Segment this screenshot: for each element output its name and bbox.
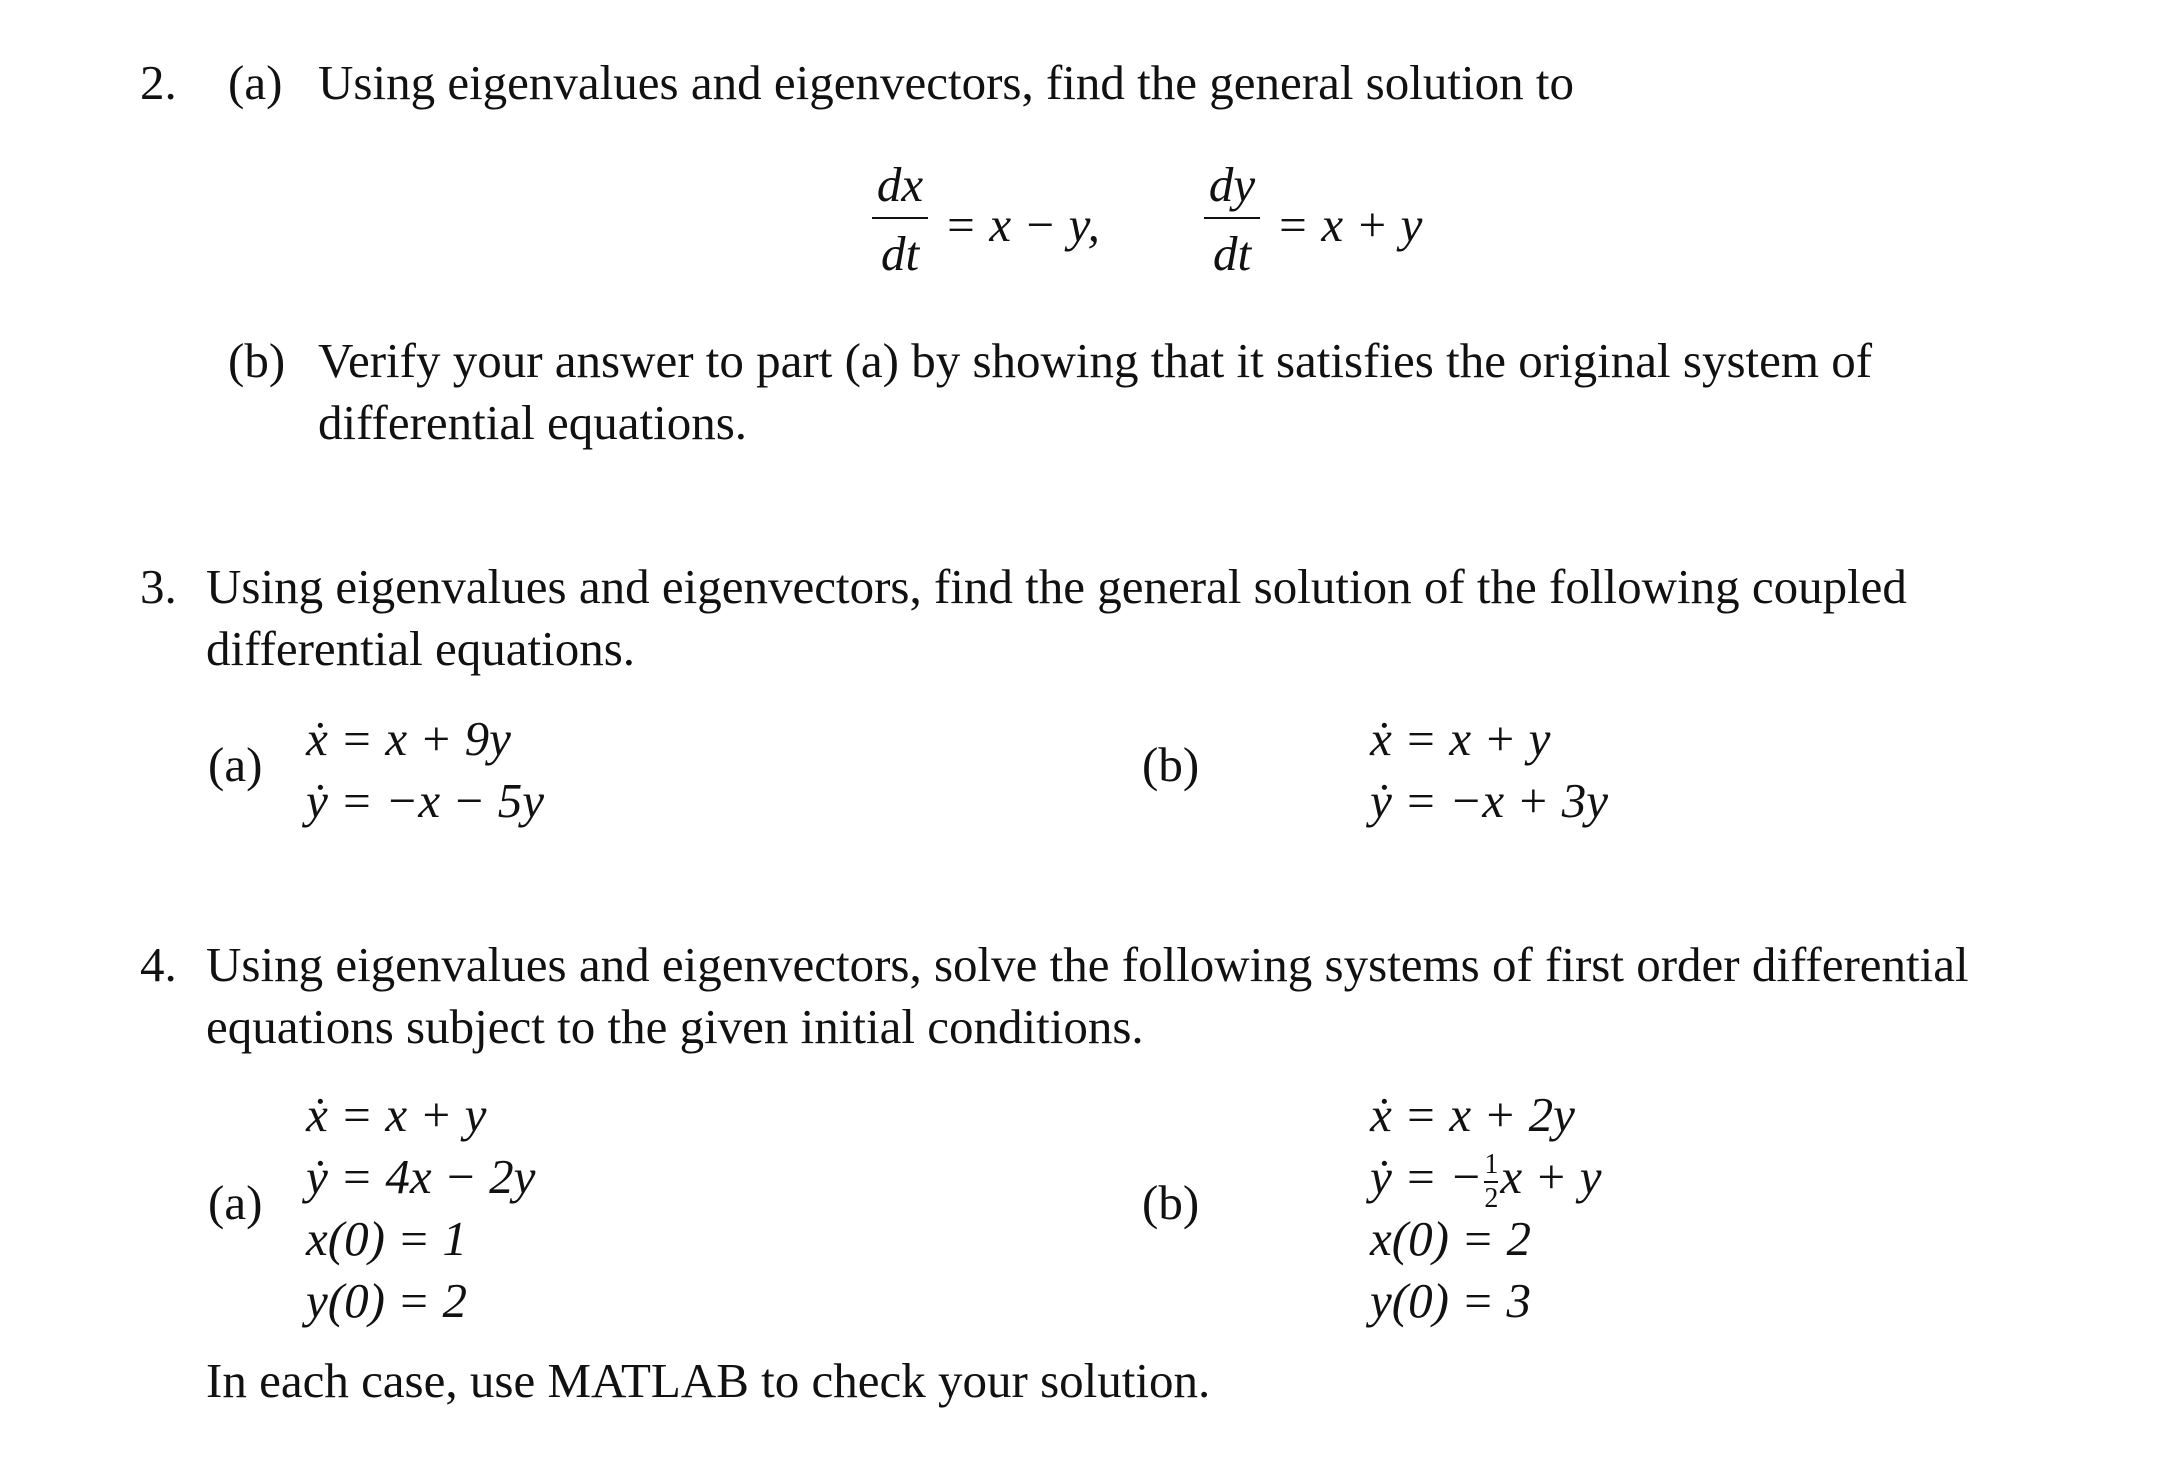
q2-eq1-denominator: dt xyxy=(880,226,920,281)
q2-b-line1: Verify your answer to part (a) by showing that it satisfies the original system of xyxy=(318,333,1873,388)
q2-eq2-fraction xyxy=(1204,157,1260,281)
q4-b-eq-2 xyxy=(1370,1146,1602,1214)
q2-eq1-numerator: dx xyxy=(876,157,924,212)
q4-footer: In each case, use MATLAB to check your solution. xyxy=(206,1353,1211,1408)
q3-a-eq-1: ẋ = x + 9y xyxy=(306,711,511,766)
q4-a-eq-1: ẋ = x + y xyxy=(306,1087,487,1142)
fraction-bar xyxy=(872,217,928,219)
q3-a-equations xyxy=(306,708,544,832)
q4-b-eq-2-fraction xyxy=(1484,1148,1499,1214)
q4-b-label: (b) xyxy=(1142,1175,1200,1230)
q2-eq1-rhs: = x − y, xyxy=(944,197,1100,252)
q4-b-equations xyxy=(1370,1084,1601,1332)
q4-number: 4. xyxy=(140,937,177,992)
q2-eq2-denominator: dt xyxy=(1212,226,1252,281)
q2-a-label: (a) xyxy=(228,55,283,110)
q3-b-eq-1: ẋ = x + y xyxy=(1370,711,1551,766)
q2-b-label: (b) xyxy=(228,333,286,388)
q4-b-eq-2-frac-den: 2 xyxy=(1484,1182,1499,1214)
q4-a-eq-3: x(0) = 1 xyxy=(306,1211,467,1266)
q4-b-eq-2-frac-num: 1 xyxy=(1484,1148,1499,1180)
q4-a-label: (a) xyxy=(208,1175,263,1230)
q2-eq2-rhs: = x + y xyxy=(1276,197,1423,252)
q4-line1: Using eigenvalues and eigenvectors, solve the following systems of first order differential xyxy=(206,937,1969,992)
q3-line2: differential equations. xyxy=(206,621,636,676)
q4-a-eq-2: ẏ = 4x − 2y xyxy=(306,1149,536,1204)
q2-b-line2: differential equations. xyxy=(318,395,748,450)
q3-number: 3. xyxy=(140,559,177,614)
q4-b-eq-2-lhs: ẏ = − xyxy=(1370,1149,1483,1204)
q4-b-eq-3: x(0) = 2 xyxy=(1370,1211,1531,1266)
q4-b-eq-2-rhs: x + y xyxy=(1500,1149,1602,1204)
q4-b-eq-1: ẋ = x + 2y xyxy=(1370,1087,1575,1142)
q4-a-eq-4: y(0) = 2 xyxy=(306,1273,467,1328)
q2-eq2-numerator: dy xyxy=(1208,157,1256,212)
q2-eq1-fraction xyxy=(872,157,928,281)
q3-b-equations xyxy=(1370,708,1608,832)
q4-line2: equations subject to the given initial conditions. xyxy=(206,999,1144,1054)
q4-b-eq-4: y(0) = 3 xyxy=(1370,1273,1531,1328)
q4-a-equations xyxy=(306,1084,535,1332)
q3-b-eq-2: ẏ = −x + 3y xyxy=(1370,773,1608,828)
q3-a-label: (a) xyxy=(208,737,263,792)
q2-a-text: Using eigenvalues and eigenvectors, find the general solution to xyxy=(318,55,1574,110)
fraction-bar xyxy=(1204,217,1260,219)
q3-line1: Using eigenvalues and eigenvectors, find the general solution of the following coupled xyxy=(206,559,1907,614)
q2-number: 2. xyxy=(140,55,177,110)
q3-b-label: (b) xyxy=(1142,737,1200,792)
q3-a-eq-2: ẏ = −x − 5y xyxy=(306,773,544,828)
